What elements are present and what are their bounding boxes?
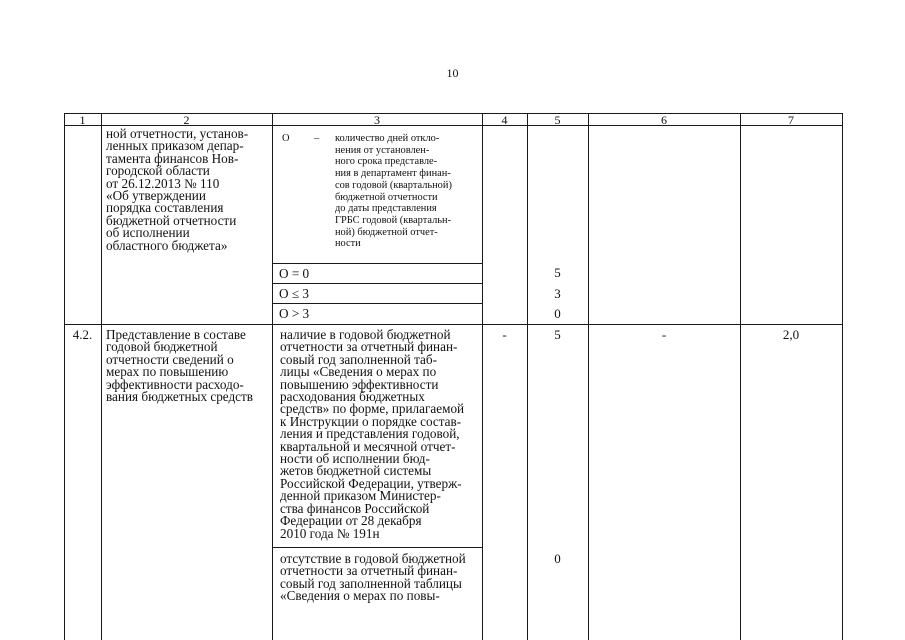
indicator-definition: количество дней откло- нения от установлен- ного срока представле- ния в департамент финан- сов годовой (квартальной) бюджетной отчетности до даты представления ГРБС годовой (квартальн- ной) бюджетной отчет- ности [335, 133, 452, 250]
header-col-2: 2 [183, 113, 190, 127]
condition-present-text: наличие в годовой бюджетной отчетности за отчетный финан- совый год заполненной таб- лицы «Сведения о мерах по повышению эффективности расходования бюджетных средств» по форме, прилагаемой к Инструкции о порядке состав- ления и представления годовой, квартальной и месячной отчет- ности об исполнении бюд- жетов бюджетной системы Российской Федерации, утверж- денной приказом Министер- ства финансов Российской Федерации от 28 декабря 2010 года № 191н [280, 327, 465, 541]
condition-label: О ≤ 3 [279, 286, 309, 301]
col-6-value: - [661, 327, 667, 342]
weight-value: 2,0 [782, 327, 800, 342]
condition-absent-text: отсутствие в годовой бюджетной отчетности за отчетный финан- совый год заполненной таблицы «Сведения о мерах по повы- [280, 551, 466, 604]
condition-points: 5 [554, 265, 561, 280]
header-col-7: 7 [788, 113, 794, 127]
indicator-symbol: О [282, 133, 290, 144]
condition-label: О = 0 [279, 266, 310, 281]
condition-points: 0 [554, 306, 561, 321]
row-number: 4.2. [72, 327, 93, 342]
indicator-dash: – [314, 133, 320, 144]
col-4-value: - [502, 327, 507, 342]
condition-points: 3 [554, 286, 561, 301]
header-col-4: 4 [501, 113, 508, 127]
header-col-5: 5 [554, 113, 561, 127]
header-col-6: 6 [661, 113, 667, 127]
header-col-1: 1 [79, 113, 86, 127]
continuation-criterion-text: ной отчетности, установ- ленных приказом депар- тамента финансов Нов- городской области от 26.12.2013 № 110 «Об утверждении порядка составления бюджетной отчетности об исполнении областного бюджета» [106, 126, 249, 253]
criterion-text: Представление в составе годовой бюджетной отчетности сведений о мерах по повышению эффективности расходо- вания бюджетных средств [106, 327, 254, 405]
condition-label: О > 3 [279, 306, 310, 321]
page-number: 10 [446, 66, 459, 80]
points-present: 5 [554, 327, 561, 342]
header-col-3: 3 [374, 113, 380, 127]
points-absent: 0 [554, 551, 561, 566]
